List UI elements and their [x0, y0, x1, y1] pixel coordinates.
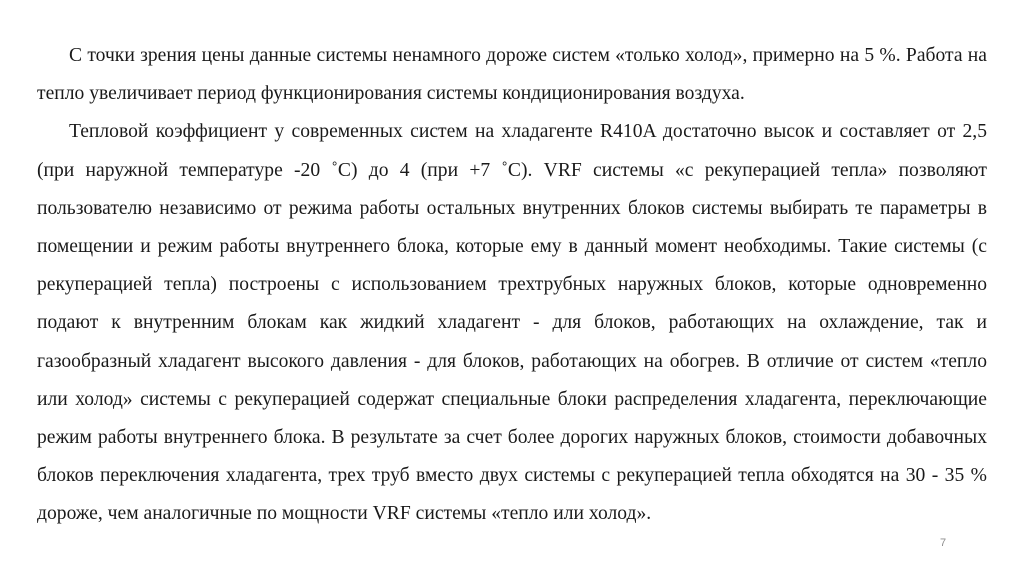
page-number: 7 — [940, 537, 947, 549]
paragraph-2: Тепловой коэффициент у современных систем на хладагенте R410A достаточно высок и составляет от 2,5 (при наружной температуре -20 ˚С) до 4 (при +7 ˚С). VRF системы «с рекуперацией тепла» позволяют пользователю независимо от режима работы остальных внутренних блоков системы выбирать те параметры в помещении и режим работы внутреннего блока, которые ему в данный момент необходимы. Такие системы (с рекуперацией тепла) построены с использованием трехтрубных наружных блоков, которые одновременно подают к внутренним блокам как жидкий хладагент - для блоков, работающих на охлаждение, так и газообразный хладагент высокого давления - для блоков, работающих на обогрев. В отличие от систем «тепло или холод» системы с рекуперацией содержат специальные блоки распределения хладагента, переключающие режим работы внутреннего блока. В результате за счет более дорогих наружных блоков, стоимости добавочных блоков переключения хладагента, трех труб вместо двух системы с рекуперацией тепла обходятся на 30 - 35 % дороже, чем аналогичные по мощности VRF системы «тепло или холод». — [37, 121, 987, 525]
body-text — [37, 37, 987, 534]
paragraph-1: С точки зрения цены данные системы ненамного дороже систем «только холод», примерно на 5 %. Работа на тепло увеличивает период функционирования системы кондиционирования воздуха. — [37, 45, 987, 105]
